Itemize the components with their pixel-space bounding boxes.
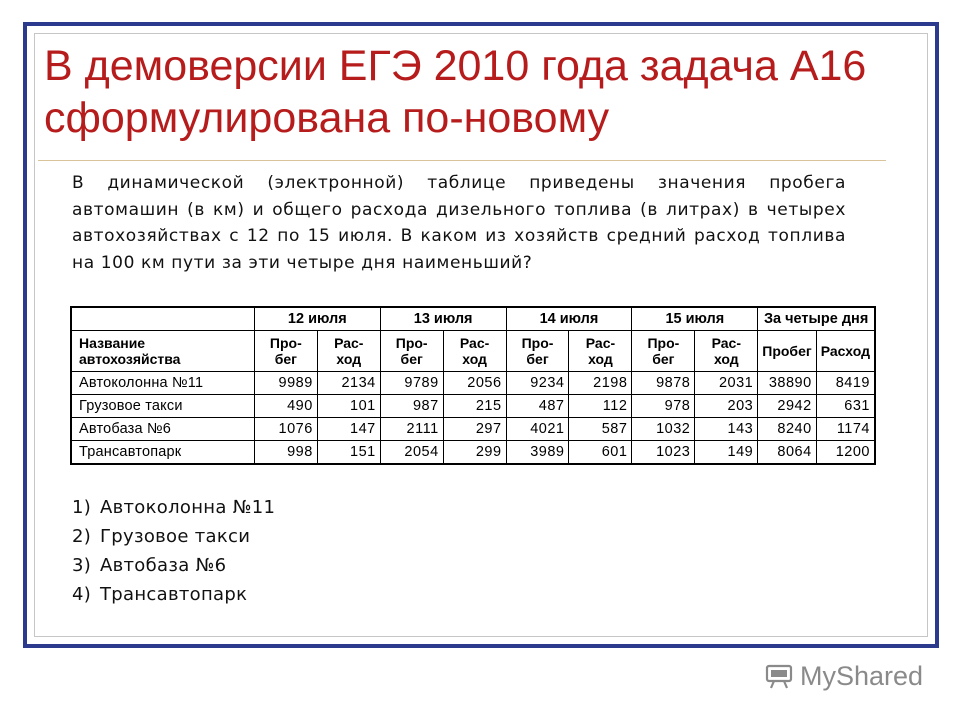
column-header-total-mileage: Пробег	[758, 331, 816, 372]
table-row	[71, 418, 875, 441]
cell-value: 297	[443, 418, 506, 441]
cell-value: 601	[569, 441, 632, 465]
answer-option	[72, 551, 275, 580]
projector-icon	[764, 661, 794, 691]
column-header-fuel: Рас-ход	[695, 331, 758, 372]
column-header-fuel: Рас-ход	[569, 331, 632, 372]
cell-value: 215	[443, 395, 506, 418]
cell-value: 9234	[506, 372, 569, 395]
column-header-mileage: Про-бег	[506, 331, 569, 372]
cell-value: 987	[380, 395, 443, 418]
column-header-mileage: Про-бег	[632, 331, 695, 372]
question-text: В динамической (электронной) таблице приведены значения пробега автомашин (в км) и общего расхода дизельного топлива (в литрах) в четырех автохозяйствах с 12 по 15 июля. В каком из хозяйств средний расход топлива на 100 км пути за эти четыре дня наименьший?	[72, 173, 846, 273]
cell-value: 1200	[816, 441, 875, 465]
cell-value: 998	[254, 441, 317, 465]
answer-number: 4)	[72, 584, 92, 605]
table-row	[71, 395, 875, 418]
watermark-text: MyShared	[800, 660, 924, 691]
table-row	[71, 372, 875, 395]
group-header-day1: 12 июля	[254, 307, 380, 331]
cell-value: 3989	[506, 441, 569, 465]
cell-value: 8240	[758, 418, 816, 441]
column-header-name: Название автохозяйства	[71, 331, 254, 372]
answer-option	[72, 522, 275, 551]
table-row	[71, 441, 875, 465]
cell-value: 2111	[380, 418, 443, 441]
cell-value: 978	[632, 395, 695, 418]
answer-text: Грузовое такси	[100, 526, 251, 547]
answer-options	[72, 493, 275, 609]
table-sub-header-row	[71, 331, 875, 372]
group-header-total: За четыре дня	[758, 307, 875, 331]
cell-value: 8064	[758, 441, 816, 465]
row-name: Автобаза №6	[71, 418, 254, 441]
answer-text: Трансавтопарк	[100, 584, 248, 605]
cell-value: 587	[569, 418, 632, 441]
answer-number: 1)	[72, 497, 92, 518]
cell-value: 203	[695, 395, 758, 418]
row-name: Автоколонна №11	[71, 372, 254, 395]
column-header-mileage: Про-бег	[254, 331, 317, 372]
slide-title: В демоверсии ЕГЭ 2010 года задача А16 сформулирована по-новому	[44, 42, 867, 142]
answer-text: Автоколонна №11	[100, 497, 276, 518]
cell-value: 4021	[506, 418, 569, 441]
answer-option	[72, 493, 275, 522]
cell-value: 1032	[632, 418, 695, 441]
column-header-fuel: Рас-ход	[443, 331, 506, 372]
row-name: Трансавтопарк	[71, 441, 254, 465]
cell-value: 101	[317, 395, 380, 418]
column-header-fuel: Рас-ход	[317, 331, 380, 372]
cell-value: 1174	[816, 418, 875, 441]
cell-value: 9789	[380, 372, 443, 395]
row-name: Грузовое такси	[71, 395, 254, 418]
cell-value: 143	[695, 418, 758, 441]
table-corner-cell	[71, 307, 254, 331]
cell-value: 2054	[380, 441, 443, 465]
group-header-day2: 13 июля	[380, 307, 506, 331]
answer-text: Автобаза №6	[100, 555, 227, 576]
table-group-header-row	[71, 307, 875, 331]
cell-value: 487	[506, 395, 569, 418]
column-header-total-fuel: Расход	[816, 331, 875, 372]
answer-number: 3)	[72, 555, 92, 576]
cell-value: 147	[317, 418, 380, 441]
answer-option	[72, 580, 275, 609]
cell-value: 490	[254, 395, 317, 418]
cell-value: 2031	[695, 372, 758, 395]
cell-value: 2942	[758, 395, 816, 418]
cell-value: 2134	[317, 372, 380, 395]
cell-value: 38890	[758, 372, 816, 395]
cell-value: 9878	[632, 372, 695, 395]
title-divider	[38, 160, 886, 161]
cell-value: 1023	[632, 441, 695, 465]
cell-value: 151	[317, 441, 380, 465]
myshared-watermark	[764, 656, 923, 696]
cell-value: 1076	[254, 418, 317, 441]
answer-number: 2)	[72, 526, 92, 547]
cell-value: 149	[695, 441, 758, 465]
cell-value: 631	[816, 395, 875, 418]
group-header-day4: 15 июля	[632, 307, 758, 331]
group-header-day3: 14 июля	[506, 307, 632, 331]
cell-value: 299	[443, 441, 506, 465]
column-header-mileage: Про-бег	[380, 331, 443, 372]
mileage-fuel-table	[70, 306, 876, 465]
cell-value: 9989	[254, 372, 317, 395]
cell-value: 2056	[443, 372, 506, 395]
cell-value: 8419	[816, 372, 875, 395]
cell-value: 112	[569, 395, 632, 418]
cell-value: 2198	[569, 372, 632, 395]
